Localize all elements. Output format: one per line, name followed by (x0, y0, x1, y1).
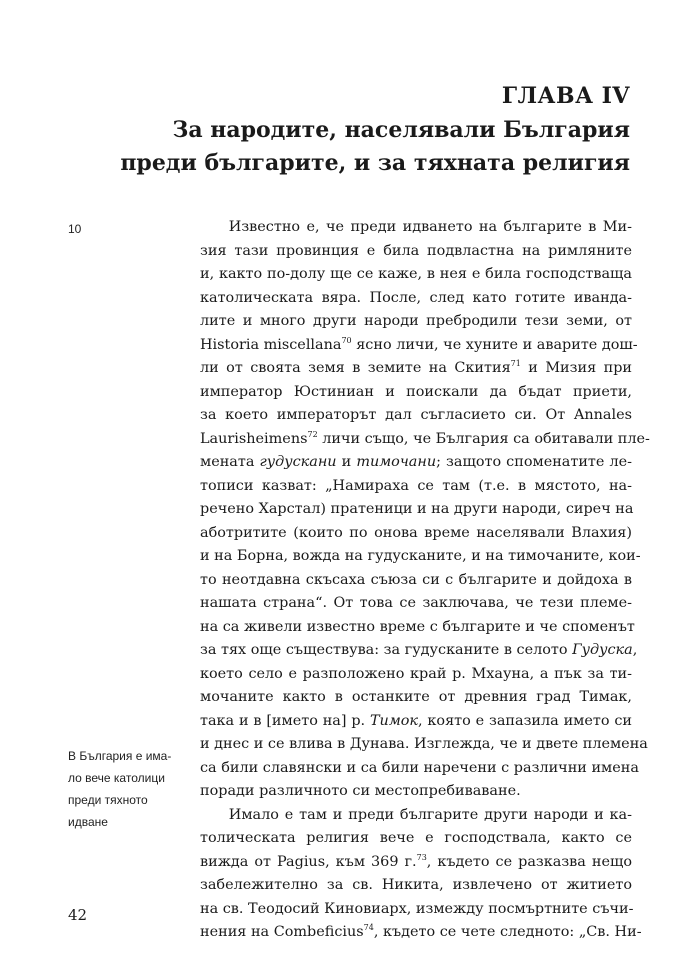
text-segment: за тях още съществува: за гудусканите в селото (200, 642, 573, 658)
text-segment: личи също, че България са обитавали пле- (317, 430, 650, 447)
text-line (200, 428, 650, 452)
text-line (200, 592, 632, 616)
chapter-title-line-2: преди българите, и за тяхната религия (120, 150, 630, 176)
italic-term: тимочани (356, 454, 437, 470)
italic-term: гудускани (259, 454, 337, 470)
text-line (200, 757, 639, 781)
text-line (200, 898, 632, 922)
text-segment: толическата религия вече е господствала, както се (200, 830, 632, 846)
text-segment: ясно личи, че хуните и аварите дош- (351, 336, 638, 353)
margin-note-line: ло вече католици (68, 771, 165, 785)
text-segment: на са живели известно време с българите и че споменът (200, 618, 635, 635)
text-segment: , която е запазила името си (418, 712, 632, 729)
text-segment: зия тази провинция е била подвластна на римляните (200, 242, 632, 259)
margin-note-line: В България е има- (68, 749, 172, 763)
footnote-ref: 71 (510, 359, 521, 369)
text-segment: тописи казват: „Намираха се там (т.е. в мястото, на- (200, 477, 632, 494)
text-line (200, 639, 638, 663)
text-line (200, 381, 632, 405)
text-line (200, 475, 632, 499)
text-segment: , (632, 642, 638, 658)
text-line (200, 686, 632, 710)
text-line (200, 851, 632, 875)
text-line (200, 616, 635, 640)
text-segment: речено Харстал) пратеници и на други народи, сиреч на (200, 501, 634, 517)
text-segment: император Юстиниан и поискали да бъдат приети, (200, 383, 632, 400)
text-segment: и, както по-долу ще се каже, в нея е била господстваща (200, 266, 632, 282)
text-line (200, 310, 632, 334)
text-segment: Laurisheimens (200, 430, 308, 447)
margin-note-line: преди тяхното (68, 793, 148, 807)
text-line (200, 240, 632, 264)
text-segment: нения на Combeficius (200, 924, 364, 940)
text-segment: Имало е там и преди българите други народи и ка- (200, 806, 632, 823)
text-segment: ли от своята земя в земите на Скития (200, 360, 511, 376)
text-line (200, 710, 632, 734)
footnote-ref: 73 (416, 852, 427, 862)
italic-term: Тимок (369, 712, 419, 729)
margin-note (68, 745, 188, 833)
text-segment: аботритите (които по онова време населявали Влахия) (200, 524, 632, 541)
body-text (200, 216, 650, 945)
text-segment: и днес и се влива в Дунава. Изглежда, че и двете племена (200, 736, 648, 752)
text-segment: , където се разказва нещо (426, 853, 633, 870)
text-line (200, 498, 632, 522)
text-line (200, 522, 632, 546)
text-segment: вижда от Pagius, към 369 г. (200, 853, 417, 870)
text-segment: католическата вяра. После, след като готите иванда- (200, 289, 632, 306)
margin-note-line: идване (68, 815, 108, 829)
text-line (200, 404, 632, 428)
text-line (200, 451, 632, 475)
text-segment: , където се чете следното: „Св. Ни- (373, 924, 642, 940)
text-segment: ; защото споменатите ле- (436, 454, 633, 470)
chapter-heading (70, 78, 630, 180)
text-line (200, 921, 642, 945)
text-segment: и Мизия при (520, 360, 632, 376)
page-number: 42 (68, 906, 88, 924)
text-segment: на св. Теодосий Киновиарх, измежду посмъртните съчи- (200, 900, 634, 917)
text-segment: забележително за св. Никита, извлечено от житието (200, 877, 632, 893)
text-line (200, 569, 632, 593)
chapter-label: ГЛАВА IV (501, 83, 630, 109)
italic-term: Гудуска (572, 642, 633, 658)
text-line (200, 827, 632, 851)
margin-line-number: 10 (68, 222, 82, 236)
text-segment: то неотдавна скъсаха съюза си с българите и дойдоха в (200, 571, 632, 588)
text-segment: мената (200, 454, 260, 470)
text-line (200, 357, 632, 381)
text-line (200, 263, 632, 287)
text-segment: и на Борна, вожда на гудусканите, и на тимочаните, кои- (200, 548, 641, 564)
text-line (200, 804, 632, 828)
footnote-ref: 74 (363, 923, 374, 933)
text-segment: са били славянски и са били наречени с различни имена (200, 759, 639, 776)
footnote-ref: 72 (307, 429, 318, 439)
text-line (200, 663, 632, 687)
text-segment: лите и много други народи пребродили тези земи, от (200, 313, 632, 329)
text-line (200, 874, 632, 898)
text-segment: за което императорът дал съгласието си. От Annales (200, 407, 632, 423)
text-line (200, 216, 632, 240)
text-line (200, 780, 632, 804)
chapter-title-line-1: За народите, населявали България (172, 117, 630, 143)
text-segment: поради различното си местопребиваване. (200, 783, 521, 799)
text-segment: нашата страна“. От това се заключава, че тези племе- (200, 595, 632, 611)
text-line (200, 733, 648, 757)
text-segment: което село е разположено край р. Мхауна, а пък за ти- (200, 665, 632, 682)
text-segment: така и в [името на] р. (200, 712, 370, 729)
footnote-ref: 70 (341, 335, 352, 345)
text-line (200, 334, 638, 358)
text-segment: мочаните както в останките от древния град Тимак, (200, 689, 632, 705)
text-line (200, 545, 641, 569)
text-segment: Известно е, че преди идването на българите в Ми- (200, 219, 632, 235)
text-segment: и (336, 454, 357, 470)
text-segment: Historia miscellana (200, 336, 342, 353)
text-line (200, 287, 632, 311)
